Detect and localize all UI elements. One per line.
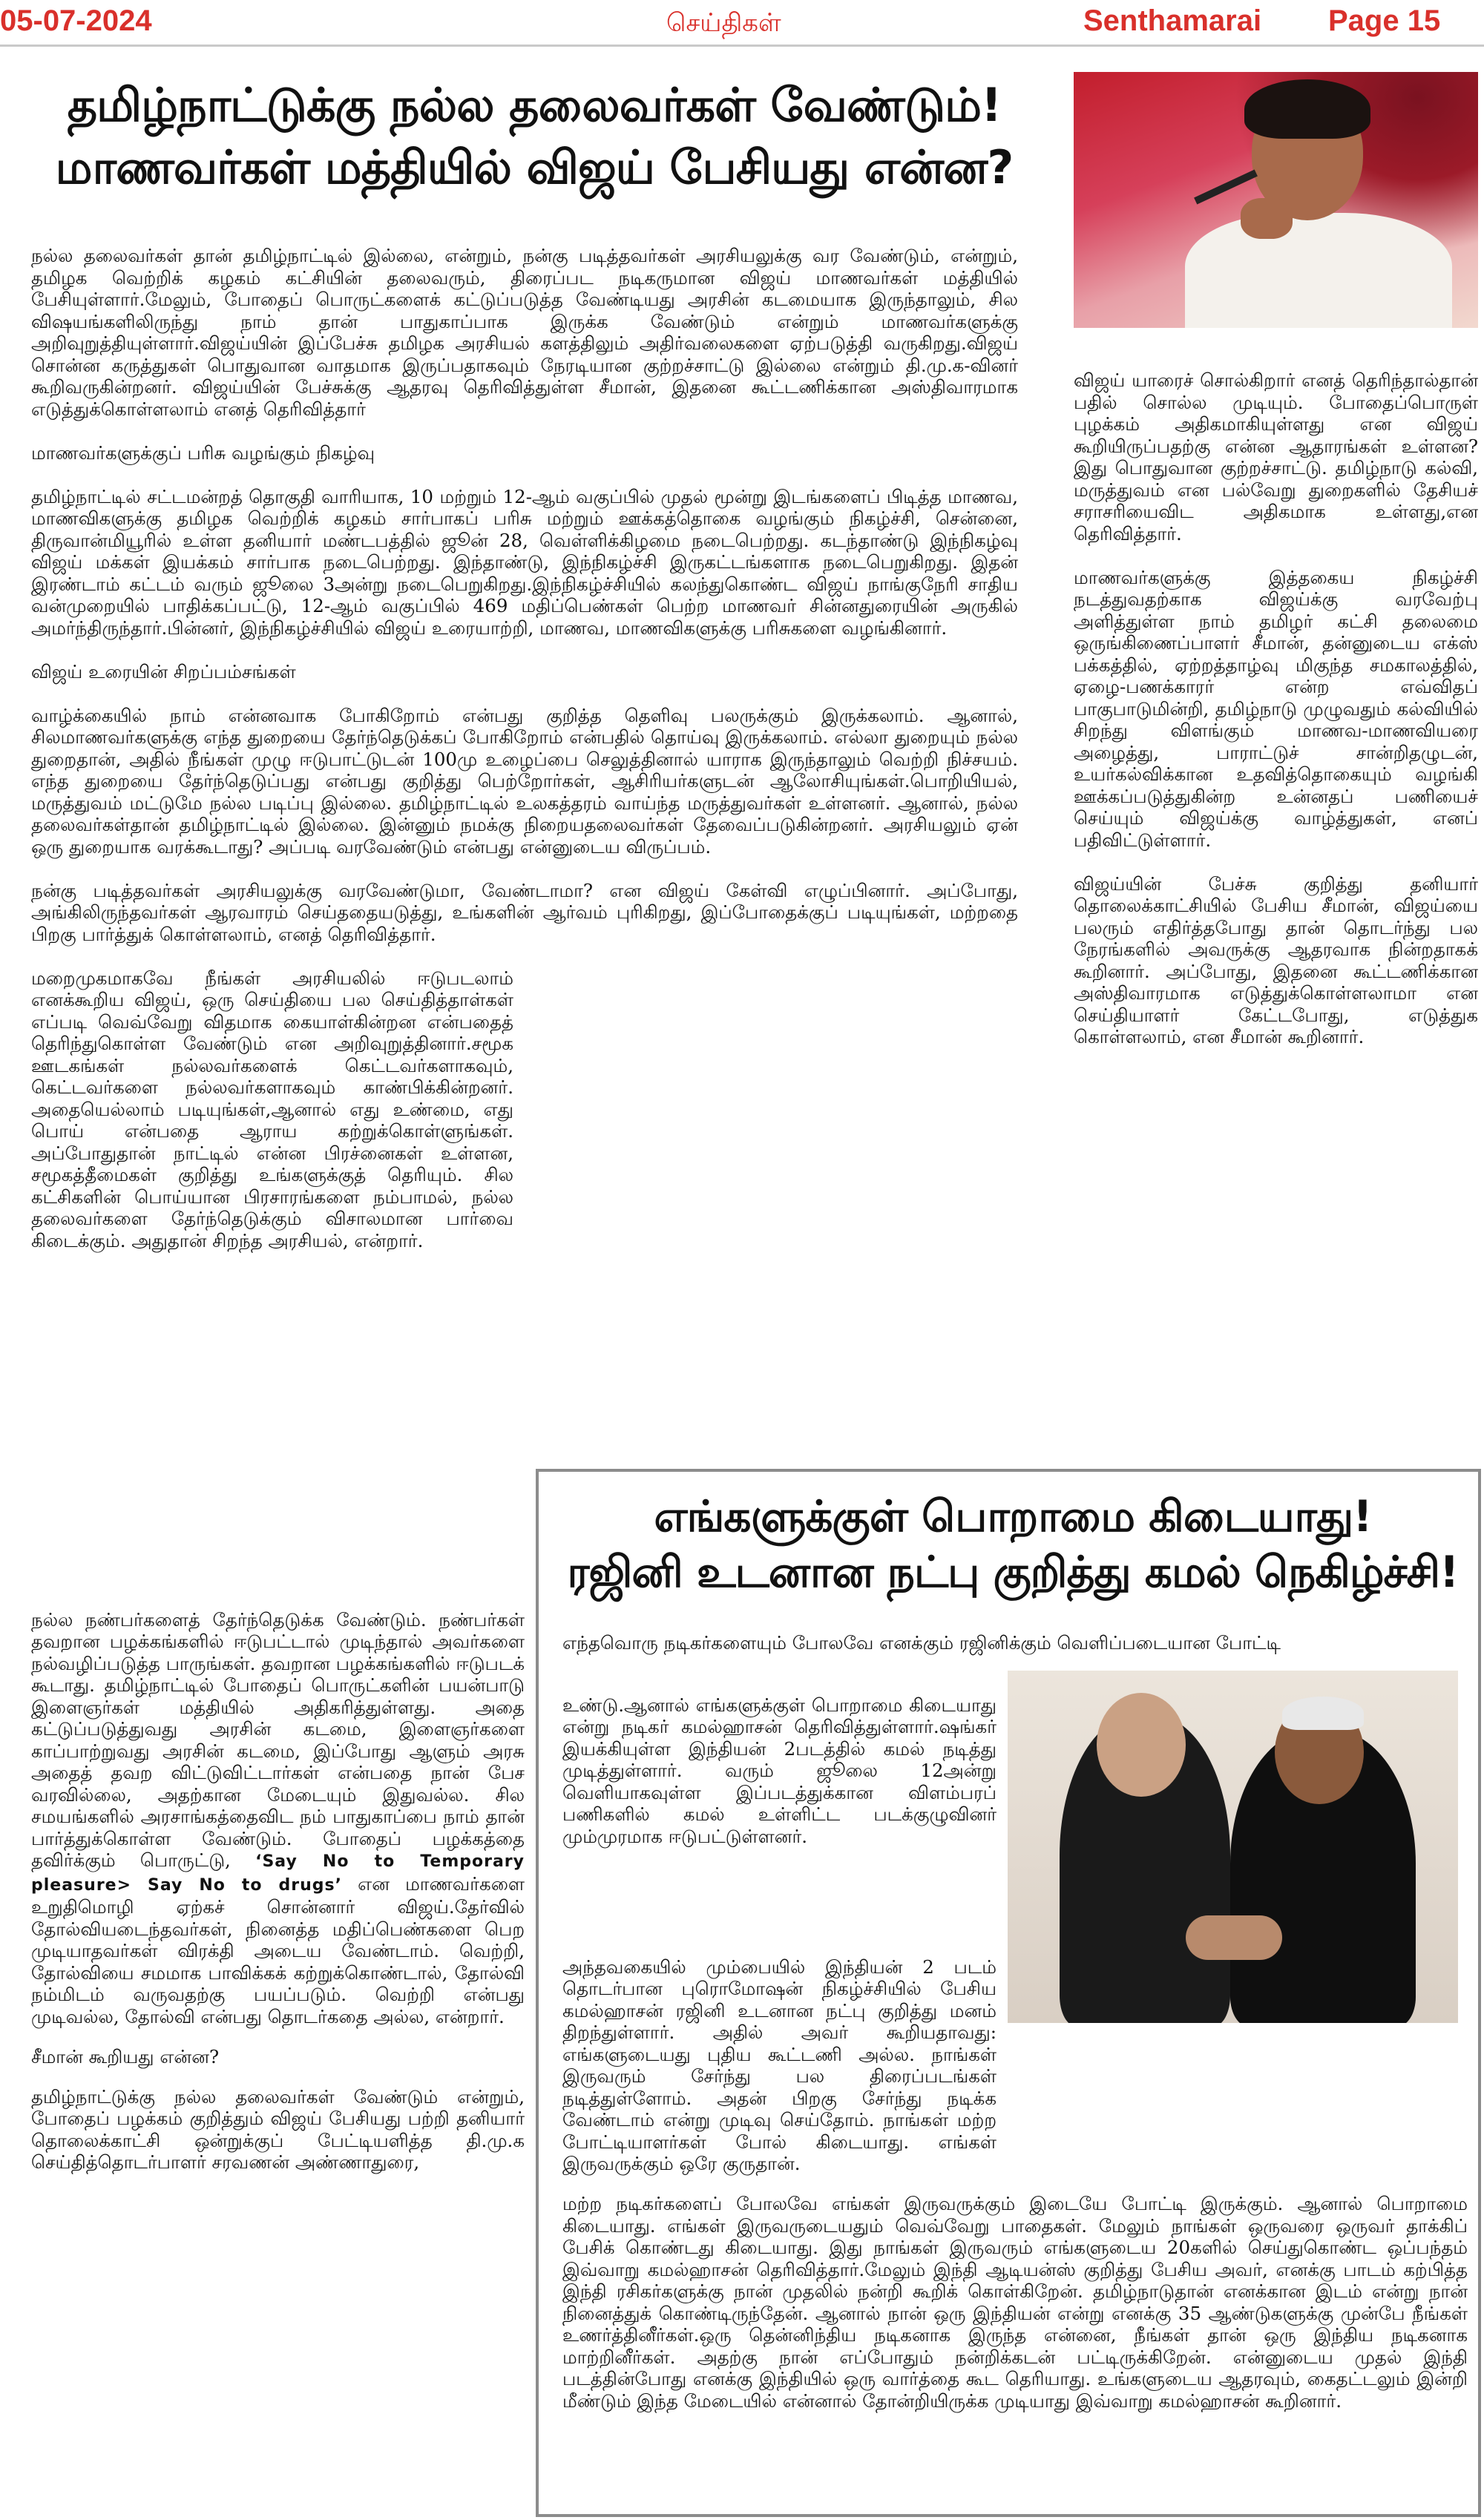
story1-headline-line2: மாணவர்கள் மத்தியில் விஜய் பேசியது என்ன? — [55, 140, 1014, 194]
story1-paragraph: நல்ல தலைவர்கள் தான் தமிழ்நாட்டில் இல்லை, என்றும், நன்கு படித்தவர்கள் அரசியலுக்கு வர வேண்டும், என்றும், தமிழக வெற்றிக் கழகம் கட்சியின் தலைவரும், திரைப்பட நடிகருமான விஜய் மாணவர்கள் மத்தியில் பேசியுள்ளார்.மேலும், போதைப் பொருட்களைக் கட்டுப்படுத்த வேண்டியது அரசின் கடமையாக இருந்தாலும், சில விஷயங்களிலிருந்து நாம் தான் பாதுகாப்பாக இருக்க வேண்டும் என்றும் மாணவர்களுக்கு அறிவுறுத்தியுள்ளார்.விஜய்யின் இப்பேச்சு தமிழக அரசியல் களத்திலும் அதிர்வலைகளை ஏற்படுத்தி வருகிறது.விஜய் சொன்ன கருத்துகள் பொதுவான வாதமாக இருப்பதாகவும் நேரடியான குற்றச்சாட்டு இல்லை என்றும் தி.மு.க-வினர் கூறிவருகின்றனர். விஜய்யின் பேச்சுக்கு ஆதரவு தெரிவித்துள்ள சீமான், இதனை கூட்டணிக்கான அஸ்திவாரமாக எடுத்துக்கொள்ளலாம் எனத் தெரிவித்தார் — [31, 245, 1018, 420]
story1-paragraph: என மாணவர்களை உறுதிமொழி ஏற்கச் சொன்னார் விஜய்.தேர்வில் தோல்வியடைந்தவர்கள், நினைத்த மதிப்பெண்களை பெற முடியாதவர்கள் விரக்தி அடைய வேண்டாம். வெற்றி, தோல்வியை சமமாக பாவிக்கக் கற்றுக்கொண்டால், தோல்வி நம்மிடம் வருவதற்கு பயப்படும். வெற்றி என்பது முடிவல்ல, தோல்வி என்பது தொடர்கதை அல்ல, என்றார். — [31, 1872, 525, 2027]
story1-side-column — [1074, 369, 1478, 1070]
page-number: Page 15 — [1328, 4, 1441, 37]
vijay-speaking-photo — [1074, 72, 1478, 328]
header-divider — [0, 45, 1484, 47]
story2-headline-line1: எங்களுக்குள் பொறாமை கிடையாது! — [654, 1491, 1372, 1542]
story2-beside-photo-column — [562, 1676, 997, 1866]
story1-paragraph: நன்கு படித்தவர்கள் அரசியலுக்கு வரவேண்டுமா, வேண்டாமா? என விஜய் கேள்வி எழுப்பினார். அப்போது, அங்கிலிருந்தவர்கள் ஆரவாரம் செய்ததையடுத்து, உங்களின் ஆர்வம் புரிகிறது, இப்போதைக்குப் படியுங்கள், மற்றதை பிறகு பார்த்துக் கொள்ளலாம், எனத் தெரிவித்தார். — [31, 879, 1018, 945]
microphone-icon — [1194, 169, 1258, 204]
story1-paragraph: தமிழ்நாட்டுக்கு நல்ல தலைவர்கள் வேண்டும் என்றும், போதைப் பழக்கம் குறித்தும் விஜய் பேசியது பற்றி தனியார் தொலைக்காட்சி ஒன்றுக்குப் பேட்டியளித்த தி.மு.க செய்தித்தொடர்பாளர் சரவணன் அண்ணாதுரை, — [31, 2085, 525, 2173]
slogan-text: ‘Say No to Temporary pleasure> Say No to drugs’ — [31, 1852, 525, 1895]
story2-headline-line2: ரஜினி உடனான நட்பு குறித்து கமல் நெகிழ்ச்சி! — [567, 1547, 1459, 1597]
story1-subheading: விஜய் உரையின் சிறப்பம்சங்கள் — [31, 660, 296, 682]
story1-subheading: சீமான் கூறியது என்ன? — [31, 2045, 220, 2067]
story1-paragraph: நல்ல நண்பர்களைத் தேர்ந்தெடுக்க வேண்டும். நண்பர்கள் தவறான பழக்கங்களில் ஈடுபட்டால் முடிந்தால் அவர்களை நல்வழிப்படுத்த பாருங்கள். தவறான பழக்கங்களில் ஈடுபடக் கூடாது. தமிழ்நாட்டில் போதைப் பொருட்களின் பயன்பாடு இளைஞர்கள் மத்தியில் அதிகரித்துள்ளது. அதை கட்டுப்படுத்துவது அரசின் கடமை, இளைஞர்களை காப்பாற்றுவது அரசின் கடமை, இப்போது ஆளும் அரசு அதைத் தவற விட்டுவிட்டார்கள் என்பதை நான் பேச வரவில்லை, அதற்கான மேடையும் இதுவல்ல. சில சமயங்களில் அரசாங்கத்தைவிட நம் பாதுகாப்பை நாம் தான் பார்த்துக்கொள்ள வேண்டும். போதைப் பழக்கத்தை தவிர்க்கும் பொருட்டு, — [31, 1608, 525, 1871]
story1-side-paragraph: விஜய்யின் பேச்சு குறித்து தனியார் தொலைக்காட்சியில் பேசிய சீமான், விஜய்யை பலரும் எதிர்த்தபோது தான் தொடர்ந்து பல நேரங்களில் அவருக்கு ஆதரவாக நின்றதாகக் கூறினார். அப்போது, இதனை கூட்டணிக்கான அஸ்திவாரமாக எடுத்துக்கொள்ளலாமா என செய்தியாளர் கேட்டபோது, எடுத்துக கொள்ளலாம், என சீமான் கூறினார். — [1074, 872, 1478, 1047]
story2-paragraph: உண்டு.ஆனால் எங்களுக்குள் பொறாமை கிடையாது என்று நடிகர் கமல்ஹாசன் தெரிவித்துள்ளார்.ஷங்கர் இயக்கியுள்ள இந்தியன் 2படத்தில் கமல் நடித்து முடித்துள்ளார். வரும் ஜூலை 12அன்று வெளியாகவுள்ள இப்படத்துக்கான விளம்பரப் பணிகளில் கமல் உள்ளிட்ட படக்குழுவினர் மும்முரமாக ஈடுபட்டுள்ளனர். — [562, 1694, 997, 1847]
story1-main-column — [31, 245, 1018, 1274]
story2-paragraph: அந்தவகையில் மும்பையில் இந்தியன் 2 படம் தொடர்பான புரொமோஷன் நிகழ்ச்சியில் பேசிய கமல்ஹாசன் ரஜினி உடனான நட்பு குறித்து மனம் திறந்துள்ளார். அதில் அவர் கூறியதாவது: எங்களுடையது புதிய கூட்டணி அல்ல. நாங்கள் இருவரும் சேர்ந்து பல திரைப்படங்கள் நடித்துள்ளோம். அதன் பிறகு சேர்ந்து நடிக்க வேண்டாம் என்று முடிவு செய்தோம். நாங்கள் மற்ற போட்டியாளர்கள் போல் கிடையாது. எங்கள் இருவருக்கும் ஒரே குருதான். — [562, 1955, 997, 2174]
section-label: செய்திகள் — [666, 9, 781, 37]
story1-side-paragraph: விஜய் யாரைச் சொல்கிறார் எனத் தெரிந்தால்தான் பதில் சொல்ல முடியும். போதைப்பொருள் புழக்கம் அதிகமாகியுள்ளது என விஜய் கூறியிருப்பதற்கு என்ன ஆதாரங்கள் உள்ளன? இது பொதுவான குற்றச்சாட்டு. தமிழ்நாடு கல்வி, மருத்துவம் என பல்வேறு துறைகளில் தேசியச் சராசரியைவிட அதிகமாக உள்ளது,என தெரிவித்தார். — [1074, 369, 1478, 545]
story1-paragraph: தமிழ்நாட்டில் சட்டமன்றத் தொகுதி வாரியாக, 10 மற்றும் 12-ஆம் வகுப்பில் முதல் மூன்று இடங்களைப் பிடித்த மாணவ, மாணவிகளுக்கு தமிழக வெற்றிக் கழகம் சார்பாகப் பரிசு மற்றும் ஊக்கத்தொகை வழங்கும் நிகழ்ச்சி, சென்னை, திருவான்மியூரில் உள்ள தனியார் மண்டபத்தில் ஜூன் 28, வெள்ளிக்கிழமை நடைபெற்றது. கடந்தாண்டு இந்நிகழ்வு விஜய் மக்கள் இயக்கம் சார்பாக நடைபெற்றது. இந்தாண்டு, இந்நிகழ்ச்சி இருகட்டங்களாக நடைபெறுகிறது. இதன் இரண்டாம் கட்டம் வரும் ஜூலை 3அன்று நடைபெறுகிறது.இந்நிகழ்ச்சியில் கலந்துகொண்ட விஜய் நாங்குநேரி சாதிய வன்முறையில் பாதிக்கப்பட்டு, 12-ஆம் வகுப்பில் 469 மதிப்பெண்கள் பெற்ற மாணவர் சின்னதுரையின் அருகில் அமர்ந்திருந்தார்.பின்னர், இந்நிகழ்ச்சியில் விஜய் உரையாற்றி, மாணவ, மாணவிகளுக்கு பரிசுகளை வழங்கினார். — [31, 485, 1018, 639]
story1-paragraph: மறைமுகமாகவே நீங்கள் அரசியலில் ஈடுபடலாம் எனக்கூறிய விஜய், ஒரு செய்தியை பல செய்தித்தாள்கள் எப்படி வெவ்வேறு விதமாக கையாள்கின்றன என்பதைத் தெரிந்துகொள்ள வேண்டும் என அறிவுறுத்தினார்.சமூக ஊடகங்கள் நல்லவர்களைக் கெட்டவர்களாகவும், கெட்டவர்களை நல்லவர்களாகவும் காண்பிக்கின்றனர். அதையெல்லாம் படியுங்கள்,ஆனால் எது உண்மை, எது பொய் என்பதை ஆராய கற்றுக்கொள்ளுங்கள். அப்போதுதான் நாட்டில் என்ன பிரச்னைகள் உள்ளன, சமூகத்தீமைகள் குறித்து உங்களுக்குத் தெரியும். சில கட்சிகளின் பொய்யான பிரசாரங்களை நம்பாமல், நல்ல தலைவர்களை தேர்ந்தெடுக்கும் விசாலமான பார்வை கிடைக்கும். அதுதான் சிறந்த அரசியல், என்றார். — [31, 967, 513, 1251]
story1-side-paragraph: மாணவர்களுக்கு இத்தகைய நிகழ்ச்சி நடத்துவதற்காக விஜய்க்கு வரவேற்பு அளித்துள்ள நாம் தமிழர் கட்சி தலைமை ஒருங்கிணைப்பாளர் சீமான், தன்னுடைய எக்ஸ் பக்கத்தில், ஏற்றத்தாழ்வு மிகுந்த சமகாலத்தில், ஏழை-பணக்காரர் என்ற எவ்விதப் பாகுபாடுமின்றி, தமிழ்நாடு முழுவதும் கல்வியில் சிறந்து விளங்கும் மாணவ-மாணவியரை அழைத்து, பாராட்டுச் சான்றிதழுடன், உயர்கல்விக்கான உதவித்தொகையும் வழங்கி ஊக்கப்படுத்துகின்ற உன்னதப் பணியைச் செய்யும் விஜய்க்கு வாழ்த்துகள், எனப் பதிவிட்டுள்ளார். — [1074, 566, 1478, 851]
story2-lead — [562, 1632, 1468, 1654]
story1-subheading: மாணவர்களுக்குப் பரிசு வழங்கும் நிகழ்வு — [31, 441, 375, 464]
issue-date: 05-07-2024 — [0, 4, 152, 37]
story2-paragraph: மற்ற நடிகர்களைப் போலவே எங்கள் இருவருக்கும் இடையே போட்டி இருக்கும். ஆனால் பொறாமை கிடையாது. எங்கள் இருவருடையதும் வெவ்வேறு பாதைகள். மேலும் நாங்கள் ஒருவரை ஒருவர் தாக்கிப் பேசிக் கொண்டது கிடையாது. இது நாங்கள் இருவரும் எங்களுடைய 20களில் செய்துகொண்ட ஒப்பந்தம் இவ்வாறு கமல்ஹாசன் தெரிவித்தார்.மேலும் இந்தி ஆடியன்ஸ் குறித்து பேசிய அவர், எனக்கு பாடம் கற்பித்த இந்தி ரசிகர்களுக்கு நான் முதலில் நன்றி கூறிக் கொள்கிறேன். தமிழ்நாடுதான் எனக்கான இடம் என்று நான் நினைத்துக் கொண்டிருந்தேன். ஆனால் நான் ஒரு இந்தியன் என்று எனக்கு 35 ஆண்டுகளுக்கு முன்பே நீங்கள் உணர்த்தினீர்கள்.ஒரு தென்னிந்திய நடிகனாக இருந்த என்னை, நீங்கள் தான் ஒரு இந்திய நடிகனாக மாற்றினீர்கள். அதற்கு நான் எப்போதும் நன்றிக்கடன் பட்டிருக்கிறேன். என்னுடைய முதல் இந்தி படத்தின்போது எனக்கு இந்தியில் ஒரு வார்த்தை கூட தெரியாது. உங்களுடைய ஆதரவும், கைதட்டலும் இன்றி மீண்டும் இந்த மேடையில் என்னால் தோன்றியிருக்க முடியாது இவ்வாறு கமல்ஹாசன் கூறினார். — [562, 2193, 1468, 2412]
newspaper-name: Senthamarai — [1083, 4, 1262, 37]
story2-lower-column — [562, 1938, 1468, 2430]
story1-headline-line1: தமிழ்நாட்டுக்கு நல்ல தலைவர்கள் வேண்டும்! — [67, 78, 1002, 132]
story1-lower-left-column — [31, 1590, 525, 2191]
story1-paragraph: வாழ்க்கையில் நாம் என்னவாக போகிறோம் என்பது குறித்த தெளிவு பலருக்கும் இருக்கலாம். ஆனால், சிலமாணவர்களுக்கு எந்த துறையை தேர்ந்தெடுக்கப் போகிறோம் என்பதில் தொய்வு இருக்கலாம். எல்லா துறையும் நல்ல துறைதான், அதில் நீங்கள் முழு ஈடுபாட்டுடன் 100மு உழைப்பை செலுத்தினால் யாராக இருந்தாலும் வெற்றி நிச்சயம். எந்த துறையை தேர்ந்தெடுப்பது என்பது குறித்து பெற்றோர்கள், ஆசிரியர்களுடன் ஆலோசியுங்கள்.பொறியியல், மருத்துவம் மட்டுமே நல்ல படிப்பு இல்லை. தமிழ்நாட்டில் உலகத்தரம் வாய்ந்த மருத்துவர்கள் உள்ளனர். ஆனால், நல்ல தலைவர்கள்தான் தமிழ்நாட்டில் இல்லை. இன்னும் நமக்கு நிறையதலைவர்கள் தேவைப்படுகின்றனர். அரசியலும் ஏன் ஒரு துறையாக வரக்கூடாது? அப்படி வரவேண்டும் என்பது என்னுடைய விருப்பம். — [31, 704, 1018, 858]
story2-lead-line: எந்தவொரு நடிகர்களையும் போலவே எனக்கும் ரஜினிக்கும் வெளிப்படையான போட்டி — [562, 1632, 1281, 1654]
